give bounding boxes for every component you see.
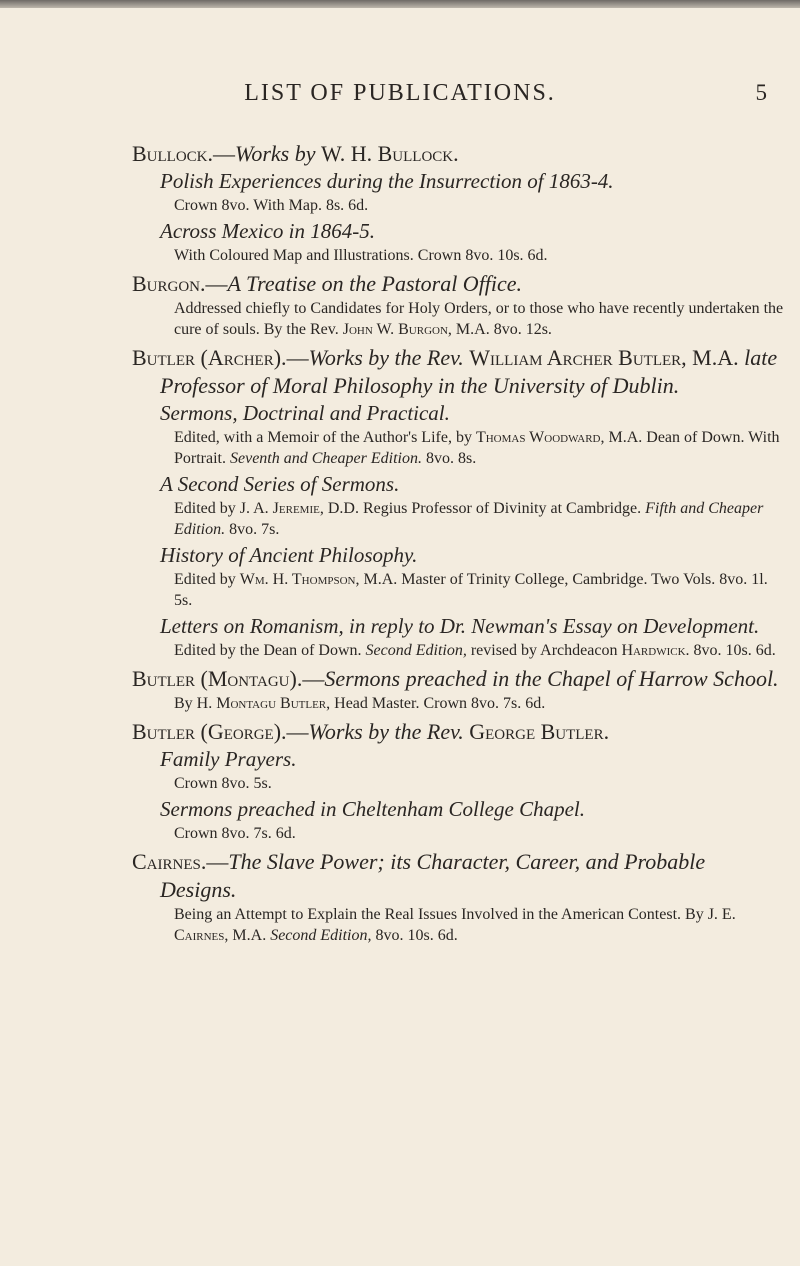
- work-title: Sermons preached in the Chapel of Harrow School.: [324, 666, 779, 691]
- work-title: Polish Experiences during the Insurrection of 1863-4.: [160, 169, 614, 193]
- person-name: Hardwick.: [621, 642, 690, 659]
- work-title: History of Ancient Philosophy.: [160, 543, 418, 567]
- entry-butler-montagu: Butler (Montagu).—Sermons preached in the Chapel of Harrow School. By H. Montagu Butler, Head Master. Crown 8vo. 7s. 6d.: [132, 665, 787, 714]
- work-description: Crown 8vo. With Map. 8s. 6d.: [174, 197, 369, 214]
- author-degree: M.A.: [692, 345, 739, 370]
- work-description: Edited by the Dean of Down. Second Edition, revised by Archdeacon Hardwick. 8vo. 10s. 6d.: [174, 642, 776, 659]
- work-item: [160, 218, 787, 266]
- works-by-label: Works by the Rev.: [308, 345, 464, 370]
- author-position: late Professor of Moral Philosophy in the University of Dublin.: [160, 345, 778, 398]
- work-description: Being an Attempt to Explain the Real Issues Involved in the American Contest. By J. E. Cairnes, M.A. Second Edition, 8vo. 10s. 6d.: [174, 906, 736, 944]
- works-by-label: Works by: [235, 141, 316, 166]
- page-number: 5: [755, 80, 767, 105]
- page-top-edge: [0, 0, 800, 8]
- work-title: The Slave Power; its Character, Career, and Probable Designs.: [160, 849, 706, 902]
- author-full-name: W. H. Bullock.: [320, 141, 459, 166]
- entry-burgon: Burgon.—A Treatise on the Pastoral Office. Addressed chiefly to Candidates for Holy Orders, or to those who have recently undertaken the cure of souls. By the Rev. John W. Burgon, M.A. 8vo. 12s.: [132, 270, 787, 340]
- person-name: John W. Burgon,: [342, 321, 452, 338]
- edition-note: Second Edition,: [365, 642, 467, 659]
- work-description: Addressed chiefly to Candidates for Holy Orders, or to those who have recently undertaken the cure of souls. By the Rev. John W. Burgon, M.A. 8vo. 12s.: [174, 300, 784, 338]
- work-item: [160, 168, 787, 216]
- person-name: Thomas Woodward,: [475, 429, 605, 446]
- work-title: Letters on Romanism, in reply to Dr. Newman's Essay on Development.: [160, 614, 760, 638]
- edition-note: Fifth and Cheaper Edition.: [174, 500, 764, 538]
- work-description: With Coloured Map and Illustrations. Crown 8vo. 10s. 6d.: [174, 247, 548, 264]
- author-name: Butler (Montagu).: [132, 666, 303, 691]
- entry-cairnes: Cairnes.—The Slave Power; its Character, Career, and Probable Designs. Being an Attempt to Explain the Real Issues Involved in the American Contest. By J. E. Cairnes, M.A. Second Edition, 8vo. 10s. 6d.: [132, 848, 787, 946]
- work-description: Edited, with a Memoir of the Author's Life, by Thomas Woodward, M.A. Dean of Down. With Portrait. Seventh and Cheaper Edition. 8vo. 8s.: [174, 429, 780, 467]
- work-description: Edited by J. A. Jeremie, D.D. Regius Professor of Divinity at Cambridge. Fifth and Cheaper Edition. 8vo. 7s.: [174, 500, 764, 538]
- person-name: Wm. H. Thompson,: [239, 571, 360, 588]
- publication-list: [132, 140, 787, 950]
- work-item: [160, 746, 787, 794]
- work-title: Family Prayers.: [160, 747, 297, 771]
- work-item: [160, 471, 787, 540]
- work-description: Crown 8vo. 5s.: [174, 775, 272, 792]
- work-description: By H. Montagu Butler, Head Master. Crown 8vo. 7s. 6d.: [174, 695, 546, 712]
- work-title: A Treatise on the Pastoral Office.: [227, 271, 523, 296]
- works-by-label: Works by the Rev.: [308, 719, 464, 744]
- work-item: [160, 400, 787, 469]
- work-item: [160, 613, 787, 661]
- work-title: Sermons preached in Cheltenham College Chapel.: [160, 797, 585, 821]
- person-name: Cairnes,: [174, 927, 229, 944]
- person-name: Jeremie,: [272, 500, 324, 517]
- work-item: [160, 542, 787, 611]
- work-title: A Second Series of Sermons.: [160, 472, 400, 496]
- page-header: [0, 72, 800, 112]
- author-full-name: George Butler.: [469, 719, 610, 744]
- author-name: Butler (Archer).: [132, 345, 287, 370]
- work-title: Across Mexico in 1864-5.: [160, 219, 376, 243]
- author-name: Bullock.: [132, 141, 214, 166]
- work-title: Sermons, Doctrinal and Practical.: [160, 401, 450, 425]
- work-description: Edited by Wm. H. Thompson, M.A. Master of Trinity College, Cambridge. Two Vols. 8vo. 1l. 5s.: [174, 571, 768, 609]
- author-full-name: William Archer Butler,: [469, 345, 687, 370]
- work-description: Crown 8vo. 7s. 6d.: [174, 825, 296, 842]
- entry-butler-george: Butler (George).—Works by the Rev. George Butler. Family Prayers. Crown 8vo. 5s. Sermons preached in Cheltenham College Chapel. Crown 8vo. 7s. 6d.: [132, 718, 787, 844]
- work-item: [160, 796, 787, 844]
- author-name: Burgon.: [132, 271, 206, 296]
- author-name: Cairnes.: [132, 849, 207, 874]
- author-name: Butler (George).: [132, 719, 287, 744]
- person-name: Montagu Butler,: [216, 695, 331, 712]
- edition-note: Seventh and Cheaper Edition.: [230, 450, 422, 467]
- entry-bullock: Bullock.—Works by W. H. Bullock. Polish Experiences during the Insurrection of 1863-4. Crown 8vo. With Map. 8s. 6d. Across Mexico in 1864-5. With Coloured Map and Illustrations. Crown 8vo. 10s. 6d.: [132, 140, 787, 266]
- running-head: LIST OF PUBLICATIONS.: [244, 80, 556, 106]
- entry-butler-archer: Butler (Archer).—Works by the Rev. William Archer Butler, M.A. late Professor of Moral Philosophy in the University of Dublin. Sermons, Doctrinal and Practical. Edited, with a Memoir of the Author's Life, by Thomas Woodward, M.A. Dean of Down. With Portrait. Seventh and Cheaper Edition. 8vo. 8s. A Second Series of Sermons. Edited by J. A. Jeremie, D.D. Regius Professor of Divinity at Cambridge. Fifth and Cheaper Edition. 8vo. 7s. History of Ancient Philosophy. Edited by Wm. H. Thompson, M.A. Master of Trinity College, Cambridge. Two Vols. 8vo. 1l. 5s. Letters on Romanism, in reply to Dr. Newman's Essay on Development. Edited by the Dean of Down. Second Edition, revised by Archdeacon Hardwick. 8vo. 10s. 6d.: [132, 344, 787, 661]
- edition-note: Second Edition,: [270, 927, 372, 944]
